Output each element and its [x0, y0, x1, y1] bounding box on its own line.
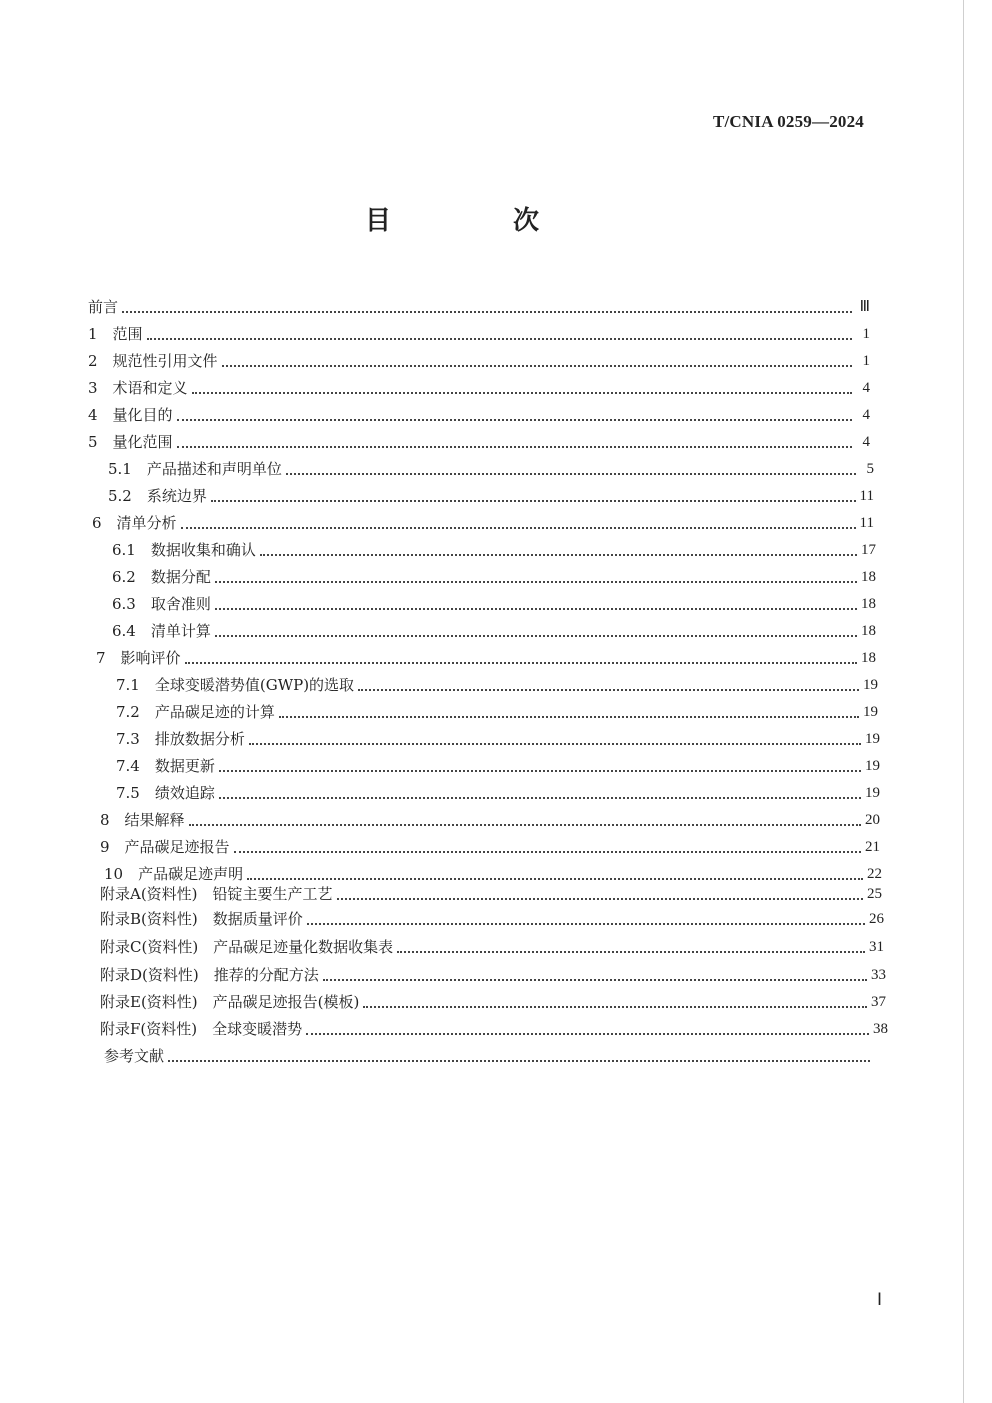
toc-entry-page-number: 4 — [862, 407, 870, 423]
toc-leader-dots — [215, 608, 857, 610]
toc-entry[interactable] — [100, 908, 884, 930]
toc-entry[interactable] — [112, 539, 876, 561]
toc-entry[interactable] — [88, 431, 870, 453]
toc-entry-label: 7 影响评价 — [96, 649, 181, 667]
toc-entry-label: 7.4 数据更新 — [116, 757, 215, 775]
toc-entry-page-number: 18 — [861, 623, 876, 639]
toc-entry[interactable] — [116, 701, 878, 723]
toc-entry-page-number: 20 — [865, 812, 880, 828]
toc-entry-page-number: 11 — [859, 488, 874, 504]
toc-leader-dots — [168, 1060, 870, 1062]
toc-leader-dots — [147, 338, 852, 340]
toc-entry[interactable] — [100, 991, 886, 1013]
toc-leader-dots — [234, 851, 861, 853]
toc-entry-label: 5.1 产品描述和声明单位 — [108, 460, 282, 478]
toc-entry-label: 5.2 系统边界 — [108, 487, 207, 505]
toc-leader-dots — [177, 419, 852, 421]
toc-entry-label: 10 产品碳足迹声明 — [104, 865, 244, 883]
toc-entry-page-number: 19 — [863, 704, 878, 720]
toc-entry[interactable] — [104, 863, 882, 885]
toc-leader-dots — [358, 689, 859, 691]
toc-entry-page-number: 31 — [869, 939, 884, 955]
toc-leader-dots — [306, 1033, 869, 1035]
toc-entry-label: 7.1 全球变暖潜势值(GWP)的选取 — [116, 676, 355, 694]
toc-entry-page-number: 25 — [867, 886, 882, 902]
toc-entry-label: 6.3 取舍准则 — [112, 595, 211, 613]
toc-entry-label: 2 规范性引用文件 — [88, 352, 218, 370]
toc-entry[interactable] — [100, 836, 880, 858]
toc-leader-dots — [185, 662, 857, 664]
toc-entry-page-number: 18 — [861, 650, 876, 666]
toc-entry-label: 7.5 绩效追踪 — [116, 784, 215, 802]
toc-entry[interactable] — [100, 1018, 888, 1040]
toc-entry-page-number: 19 — [865, 758, 880, 774]
toc-entry-page-number: 11 — [859, 515, 874, 531]
toc-entry[interactable] — [116, 728, 880, 750]
toc-entry[interactable] — [88, 296, 870, 318]
toc-entry[interactable] — [112, 566, 876, 588]
toc-entry-label: 参考文献 — [104, 1047, 165, 1065]
toc-entry[interactable] — [88, 377, 870, 399]
toc-entry-label: 5 量化范围 — [88, 433, 173, 451]
toc-entry-page-number: 19 — [865, 731, 880, 747]
toc-entry-page-number: 17 — [861, 542, 876, 558]
toc-entry-label: 8 结果解释 — [100, 811, 185, 829]
toc-leader-dots — [215, 635, 857, 637]
toc-entry-label: 1 范围 — [88, 325, 143, 343]
toc-entry-label: 9 产品碳足迹报告 — [100, 838, 230, 856]
toc-entry-page-number: 38 — [873, 1021, 888, 1037]
toc-entry-label: 7.3 排放数据分析 — [116, 730, 245, 748]
toc-entry-page-number: Ⅲ — [859, 299, 870, 315]
toc-entry-label: 附录E(资料性) 产品碳足迹报告(模板) — [100, 993, 360, 1011]
toc-leader-dots — [260, 554, 857, 556]
toc-entry-label: 附录B(资料性) 数据质量评价 — [100, 910, 303, 928]
toc-leader-dots — [323, 979, 867, 981]
toc-entry-page-number: 21 — [865, 839, 880, 855]
toc-entry[interactable] — [112, 593, 876, 615]
toc-entry-label: 附录C(资料性) 产品碳足迹量化数据收集表 — [100, 938, 394, 956]
toc-entry[interactable] — [100, 964, 886, 986]
toc-entry[interactable] — [112, 620, 876, 642]
page-title: 目 次 — [364, 206, 587, 236]
toc-leader-dots — [286, 473, 856, 475]
toc-entry[interactable] — [116, 755, 880, 777]
toc-leader-dots — [279, 716, 859, 718]
toc-entry[interactable] — [100, 883, 882, 905]
toc-leader-dots — [219, 797, 861, 799]
toc-entry-label: 6.4 清单计算 — [112, 622, 211, 640]
toc-entry-label: 3 术语和定义 — [88, 379, 188, 397]
toc-leader-dots — [397, 951, 865, 953]
toc-entry[interactable] — [88, 323, 870, 345]
toc-entry-page-number: 26 — [869, 911, 884, 927]
toc-entry[interactable] — [88, 404, 870, 426]
toc-leader-dots — [181, 527, 856, 529]
toc-entry-page-number: 1 — [862, 353, 870, 369]
toc-entry-page-number: 37 — [871, 994, 886, 1010]
toc-entry-label: 4 量化目的 — [88, 406, 173, 424]
toc-entry-label: 前言 — [88, 298, 119, 316]
toc-entry-page-number: 18 — [861, 596, 876, 612]
toc-entry-page-number: 19 — [863, 677, 878, 693]
toc-entry-page-number: 5 — [866, 461, 874, 477]
toc-leader-dots — [247, 878, 863, 880]
toc-entry-label: 7.2 产品碳足迹的计算 — [116, 703, 275, 721]
toc-entry[interactable] — [92, 512, 874, 534]
toc-leader-dots — [189, 824, 861, 826]
toc-leader-dots — [215, 581, 857, 583]
toc-leader-dots — [307, 923, 865, 925]
toc-entry[interactable] — [116, 782, 880, 804]
toc-leader-dots — [249, 743, 861, 745]
toc-entry-label: 附录D(资料性) 推荐的分配方法 — [100, 966, 319, 984]
toc-entry-label: 6.2 数据分配 — [112, 568, 211, 586]
toc-entry-page-number: 4 — [862, 434, 870, 450]
toc-entry-page-number: 1 — [862, 326, 870, 342]
toc-entry[interactable] — [108, 485, 874, 507]
toc-entry-page-number: 19 — [865, 785, 880, 801]
toc-leader-dots — [219, 770, 861, 772]
toc-leader-dots — [222, 365, 852, 367]
toc-entry-page-number: 33 — [871, 967, 886, 983]
toc-entry[interactable] — [96, 647, 876, 669]
toc-entry-page-number: 18 — [861, 569, 876, 585]
toc-leader-dots — [337, 898, 863, 900]
toc-entry-label: 6 清单分析 — [92, 514, 177, 532]
toc-entry[interactable] — [88, 350, 870, 372]
footer-page-number: Ⅰ — [876, 1290, 882, 1309]
toc-leader-dots — [363, 1006, 867, 1008]
toc-entry[interactable] — [116, 674, 878, 696]
toc-leader-dots — [211, 500, 856, 502]
toc-leader-dots — [192, 392, 852, 394]
toc-entry[interactable] — [104, 1045, 888, 1067]
toc-entry-page-number: 22 — [867, 866, 882, 882]
toc-leader-dots — [177, 446, 852, 448]
toc-entry-label: 附录A(资料性) 铅锭主要生产工艺 — [100, 885, 333, 903]
document-id: T/CNIA 0259—2024 — [712, 112, 864, 131]
toc-entry-label: 6.1 数据收集和确认 — [112, 541, 256, 559]
toc-entry-page-number: 4 — [862, 380, 870, 396]
toc-leader-dots — [122, 311, 852, 313]
toc-entry-label: 附录F(资料性) 全球变暖潜势 — [100, 1020, 303, 1038]
toc-entry[interactable] — [100, 936, 884, 958]
toc-entry[interactable] — [100, 809, 880, 831]
toc-entry[interactable] — [108, 458, 874, 480]
